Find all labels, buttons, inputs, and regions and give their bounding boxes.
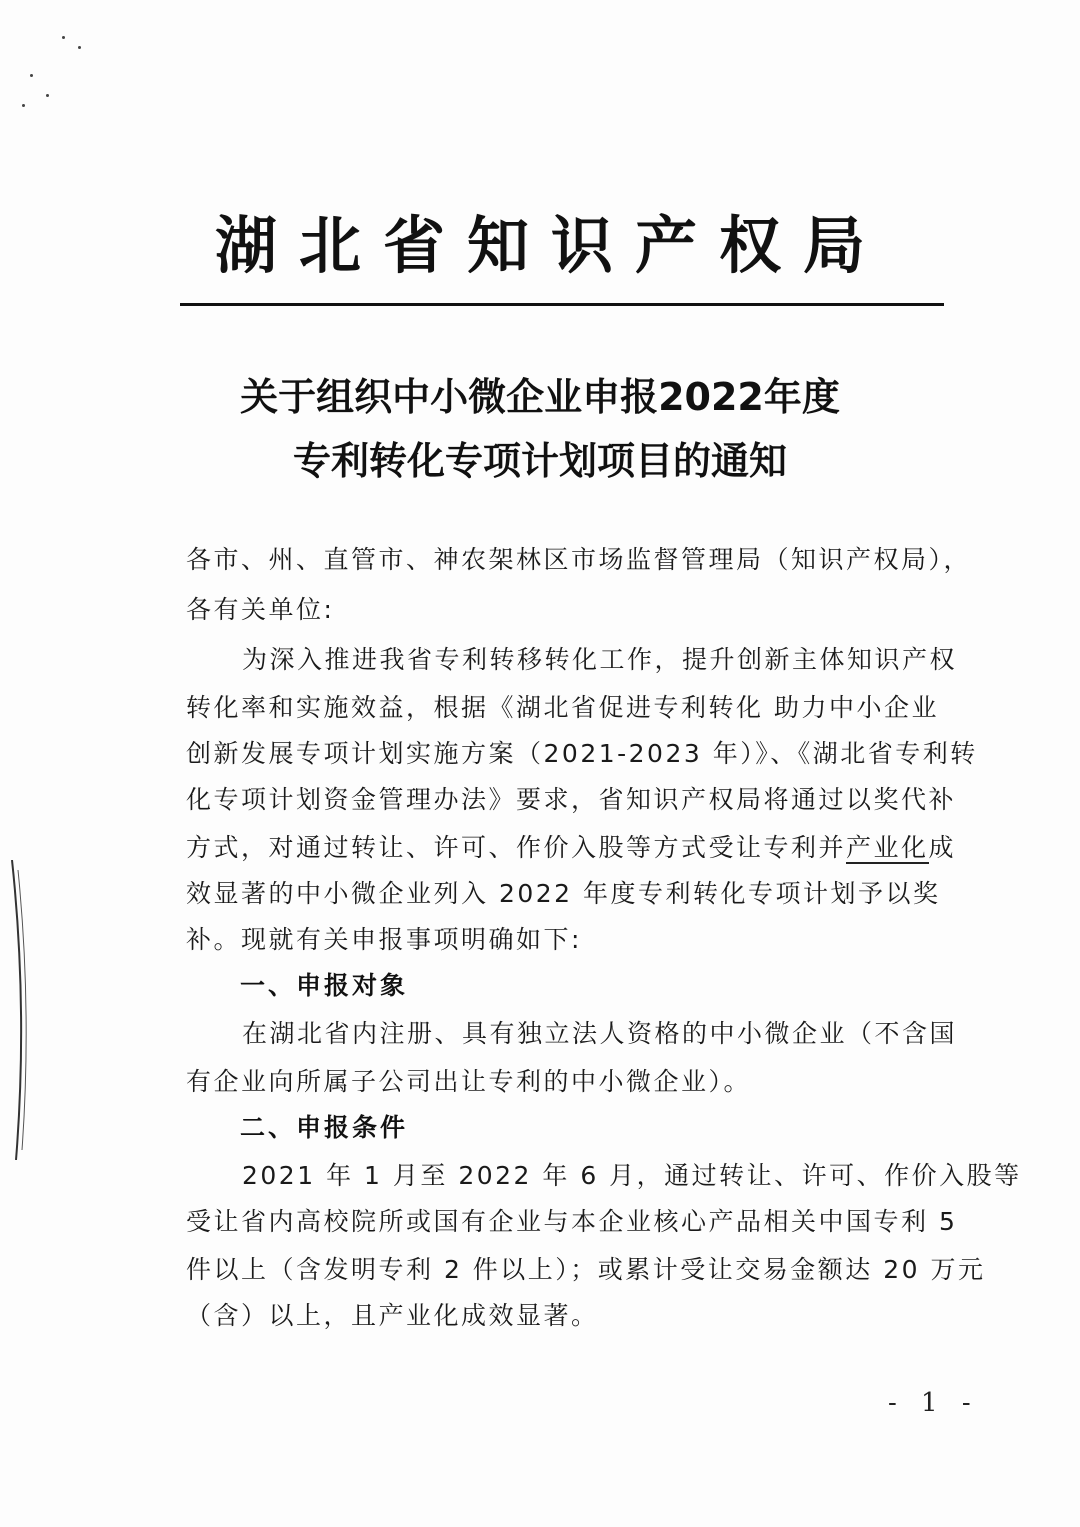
- addressee-line-2: 各有关单位:: [186, 595, 335, 624]
- title-divider: [180, 303, 944, 306]
- paragraph-3-line-4: （含）以上，且产业化成效显著。: [186, 1301, 599, 1330]
- section-heading-2: 二、申报条件: [240, 1113, 409, 1142]
- paragraph-1-line-4: 化专项计划资金管理办法》要求，省知识产权局将通过以奖代补: [186, 785, 957, 814]
- scan-speck: [22, 104, 25, 107]
- paragraph-1-line-7: 补。现就有关申报事项明确如下:: [186, 925, 582, 954]
- paragraph-1-line-5-a: 方式，对通过转让、许可、作价入股等方式受让专利并: [186, 833, 847, 862]
- scan-speck: [78, 46, 81, 49]
- paragraph-3-line-3: 件以上（含发明专利 2 件以上）；或累计受让交易金额达 20 万元: [186, 1255, 986, 1284]
- binding-edge-mark: [6, 860, 36, 1160]
- paragraph-1-line-5-c: 成: [928, 833, 957, 862]
- scan-speck: [46, 94, 49, 97]
- section-heading-1: 一、申报对象: [240, 971, 409, 1000]
- paragraph-1-line-6: 效显著的中小微企业列入 2022 年度专利转化专项计划予以奖: [186, 879, 941, 908]
- paragraph-1-line-2: 转化率和实施效益，根据《湖北省促进专利转化 助力中小企业: [186, 693, 939, 722]
- document-title-line-2: 专利转化专项计划项目的通知: [292, 439, 787, 483]
- organization-title: 湖北省知识产权局: [214, 209, 887, 282]
- paragraph-3-line-1: 2021 年 1 月至 2022 年 6 月，通过转让、许可、作价入股等: [242, 1161, 1022, 1190]
- addressee-line-1: 各市、州、直管市、神农架林区市场监督管理局（知识产权局），: [186, 545, 972, 574]
- document-title-line-1: 关于组织中小微企业申报2022年度: [240, 375, 840, 419]
- underlined-text: 产业化: [846, 833, 929, 862]
- scan-speck: [30, 74, 33, 77]
- paragraph-1-line-3: 创新发展专项计划实施方案（2021-2023 年）》、《湖北省专利转: [186, 739, 978, 768]
- scan-speck: [62, 36, 65, 39]
- paragraph-1-line-1: 为深入推进我省专利转移转化工作，提升创新主体知识产权: [242, 645, 958, 674]
- page-number: - 1 -: [888, 1388, 979, 1418]
- paragraph-1-line-5: [186, 828, 960, 864]
- paragraph-3-line-2: 受让省内高校院所或国有企业与本企业核心产品相关中国专利 5: [186, 1207, 958, 1236]
- paragraph-2-line-1: 在湖北省内注册、具有独立法人资格的中小微企业（不含国: [242, 1019, 958, 1048]
- paragraph-2-line-2: 有企业向所属子公司出让专利的中小微企业）。: [186, 1067, 752, 1096]
